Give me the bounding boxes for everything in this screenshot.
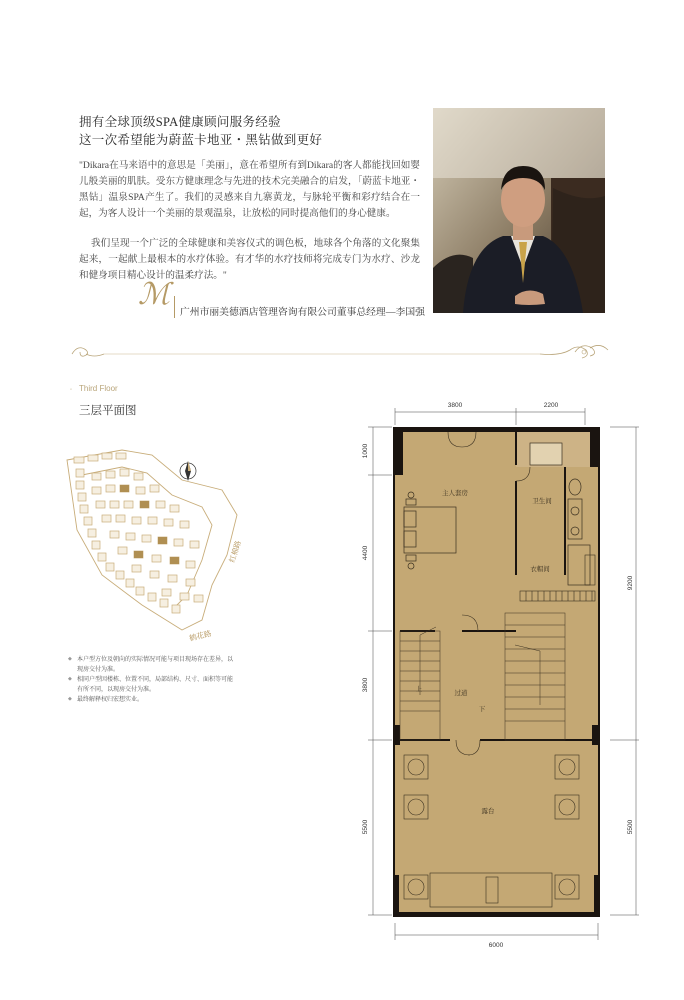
dim-bottom: 6000 [488,942,504,949]
portrait-photo [433,108,605,313]
dim-left-1: 1000 [362,443,369,459]
floor-title-cn: 三层平面图 [79,405,137,417]
road-label-1: 红棉路 [227,539,243,564]
compass-icon [180,461,196,481]
site-map [62,445,262,645]
floor-area [393,427,600,917]
portrait-illustration [433,108,605,313]
note-item: ◆ 最终解释权归宏想实业。 [68,695,238,705]
room-corridor: 过道 [454,690,468,697]
note-item: ◆ 相同户型因楼栋、位置不同，局部结构、尺寸、面积等可能有所不同，以现房交付为准。 [68,675,238,695]
signature-line: 广州市丽美德酒店管理咨询有限公司董事总经理—李国强 [180,307,425,318]
stairs-up-label: 上 [415,686,423,693]
signature-divider [174,296,175,318]
dim-left-3: 3800 [362,677,369,693]
paragraph-1: "Dikara在马来语中的意思是「美丽」，意在希望所有到Dikara的客人都能找回如婴儿般美丽的肌肤。受东方健康理念与先进的技术完美融合的启发，「蔚蓝卡地亚・黑钻」温泉SPA产生了。我们的灵感来自九寨黄龙，与脉轮平衡和彩疗结合在一起，为客人设计一个美丽的景观温泉，让放松的同时提高他们的身心健康。 [79,160,420,219]
headline-1: 拥有全球顶级SPA健康顾问服务经验 [79,115,281,129]
floor-plan [340,395,640,955]
dim-left-2: 4400 [362,545,369,561]
paragraph-2: 我们呈现一个广泛的全球健康和美容仪式的调色板，地球各个角落的文化聚集起来，一起献上最根本的水疗体验。有才华的水疗技师将完成专门为水疗、沙龙和健身项目精心设计的温柔疗法。" [79,238,420,281]
site-buildings [74,453,203,613]
dim-right-2: 5500 [627,819,634,835]
decorative-divider [70,340,616,364]
dim-top-2: 2200 [543,402,559,409]
road-label-2: 鹤花路 [188,628,213,643]
headline-2: 这一次希望能为蔚蓝卡地亚・黑钻做到更好 [79,133,323,147]
room-bath: 卫生间 [532,498,552,505]
stairs-down-label: 下 [478,706,486,713]
room-closet: 衣帽间 [530,566,550,573]
floor-title-en: Third Floor [79,384,118,393]
signature: ℳ [138,278,171,311]
dim-left-4: 5500 [362,819,369,835]
note-item: ◆ 本户型方位及朝向的实际情况可能与项目现场存在差异，以现房交付为准。 [68,655,238,675]
dim-top-1: 3800 [447,402,463,409]
dim-right-1: 9200 [627,575,634,591]
room-terrace: 露台 [481,808,495,815]
notes-list [68,655,238,705]
room-master: 主人套房 [442,490,468,497]
bullet-icon: ◦ [70,387,73,393]
